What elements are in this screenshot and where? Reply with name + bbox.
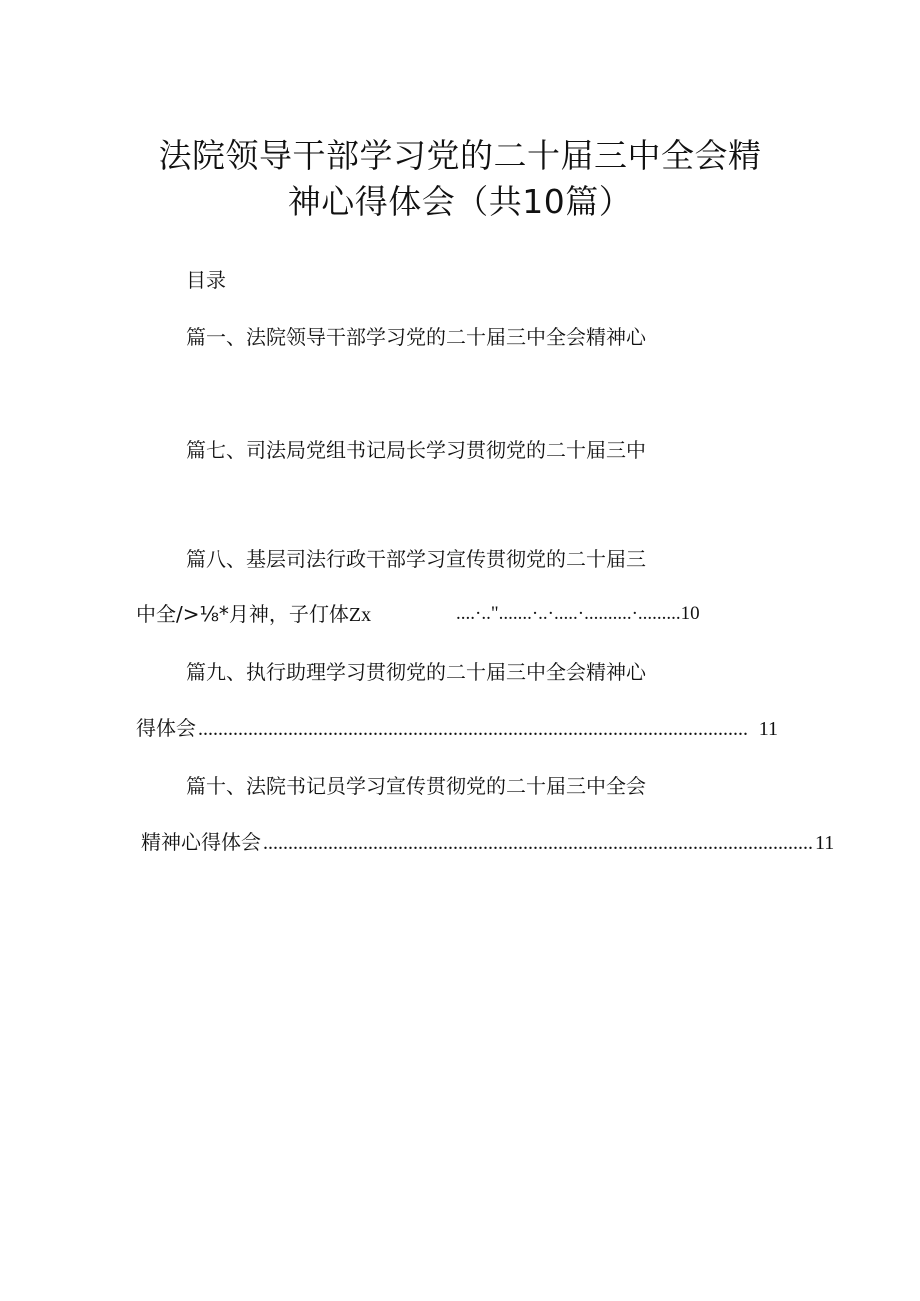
toc-entry-9-leader-dots: .............................................................................................................. (198, 718, 748, 740)
toc-heading: 目录 (186, 268, 226, 292)
toc-entry-7[interactable]: 篇七、司法局党组书记局长学习贯彻党的二十届三中 (186, 438, 646, 462)
toc-entry-10-text: 精神心得体会 (141, 830, 261, 854)
toc-entry-9-line-1[interactable]: 篇九、执行助理学习贯彻党的二十届三中全会精神心 (186, 660, 646, 684)
toc-entry-8-line-1[interactable]: 篇八、基层司法行政干部学习宣传贯彻党的二十届三 (186, 547, 646, 571)
toc-entry-8-latin-text: Zx (348, 604, 372, 626)
toc-entry-8-text: 中全/>⅛*月神，子仃体 (136, 602, 349, 626)
toc-entry-9-page-number: 11 (758, 718, 778, 740)
toc-entry-10-line-2[interactable] (141, 828, 835, 857)
toc-entry-1[interactable]: 篇一、法院领导干部学习党的二十届三中全会精神心 (186, 325, 646, 349)
document-title-line-2: 神心得体会（共10篇） (287, 182, 633, 221)
toc-entry-10-line-1[interactable]: 篇十、法院书记员学习宣传贯彻党的二十届三中全会 (186, 774, 646, 798)
toc-entry-10-page-number: 11 (815, 832, 835, 854)
toc-entry-8-leader-dots: ....·..".......·..·.....·..........·.........10 (456, 603, 700, 624)
toc-entry-8-line-2[interactable] (136, 600, 746, 629)
toc-entry-10-leader-dots: .............................................................................................................. (263, 832, 813, 854)
document-title-line-1: 法院领导干部学习党的二十届三中全会精 (158, 136, 762, 175)
toc-entry-9-text: 得体会 (136, 716, 196, 740)
toc-entry-9-line-2[interactable] (136, 714, 778, 743)
